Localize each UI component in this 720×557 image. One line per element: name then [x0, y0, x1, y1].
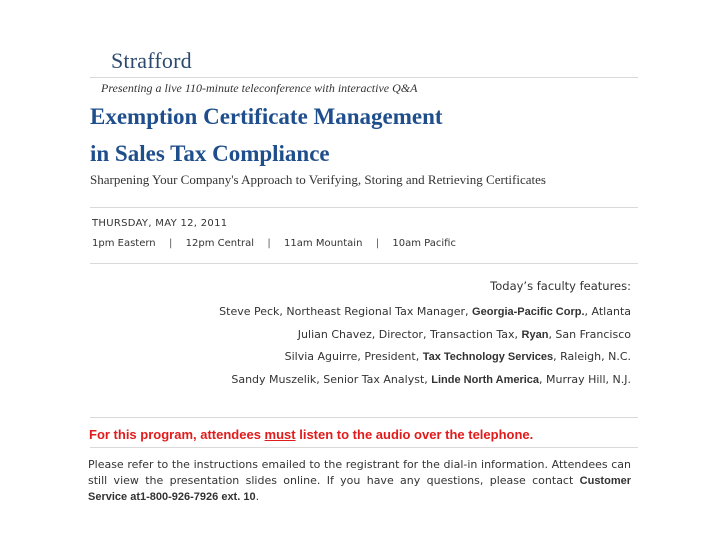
faculty-location: , San Francisco: [548, 328, 631, 341]
schedule-divider-bottom: [90, 263, 638, 264]
faculty-role: Julian Chavez, Director, Transaction Tax,: [297, 328, 522, 341]
notice-emphasis: must: [264, 427, 296, 442]
notice-text: For this program, attendees: [89, 427, 265, 442]
audio-notice: [89, 427, 533, 442]
dial-in-instructions: [88, 457, 631, 505]
time-pacific: 10am Pacific: [392, 238, 456, 249]
subtitle: Sharpening Your Company's Approach to Verifying, Storing and Retrieving Certificates: [90, 172, 546, 187]
time-separator: |: [168, 238, 173, 249]
faculty-member: [285, 350, 631, 363]
time-separator: |: [375, 238, 380, 249]
faculty-org: Ryan: [521, 329, 549, 341]
tagline: Presenting a live 110-minute teleconference with interactive Q&A: [101, 81, 418, 95]
faculty-member: [231, 373, 631, 386]
faculty-location: , Atlanta: [584, 305, 631, 318]
notice-text: listen to the audio over the telephone.: [295, 427, 534, 442]
faculty-org: Georgia-Pacific Corp.: [472, 306, 585, 318]
title-line-2: in Sales Tax Compliance: [90, 141, 330, 166]
faculty-member: [298, 328, 631, 341]
time-separator: |: [267, 238, 271, 249]
schedule-divider-top: [90, 207, 638, 208]
faculty-role: Silvia Aguirre, President,: [284, 350, 423, 363]
faculty-member: [219, 305, 631, 318]
strafford-logo: Strafford: [111, 48, 192, 73]
faculty-org: Linde North America: [431, 374, 540, 386]
event-times: [92, 238, 456, 249]
notice-divider-top: [90, 417, 638, 418]
instructions-end: .: [255, 490, 260, 503]
customer-service-contact: Customer Service at1-800-926-7926 ext. 10: [88, 475, 631, 503]
time-central: 12pm Central: [185, 238, 255, 249]
time-eastern: 1pm Eastern: [92, 238, 156, 249]
faculty-role: Steve Peck, Northeast Regional Tax Manager,: [219, 305, 473, 318]
event-date: THURSDAY, MAY 12, 2011: [92, 218, 228, 229]
faculty-role: Sandy Muszelik, Senior Tax Analyst,: [231, 373, 432, 386]
notice-divider-bottom: [90, 447, 638, 448]
time-mountain: 11am Mountain: [284, 238, 363, 249]
title-line-1: Exemption Certificate Management: [90, 104, 443, 129]
faculty-location: , Raleigh, N.C.: [553, 350, 631, 363]
faculty-location: , Murray Hill, N.J.: [539, 373, 631, 386]
header-divider: [90, 77, 638, 78]
faculty-org: Tax Technology Services: [422, 351, 554, 363]
instructions-text: Please refer to the instructions emailed to the registrant for the dial-in information. Attendees can still view the presentation slides online. If you have any questions, please contact: [88, 458, 631, 487]
faculty-heading: Today’s faculty features:: [490, 279, 631, 293]
